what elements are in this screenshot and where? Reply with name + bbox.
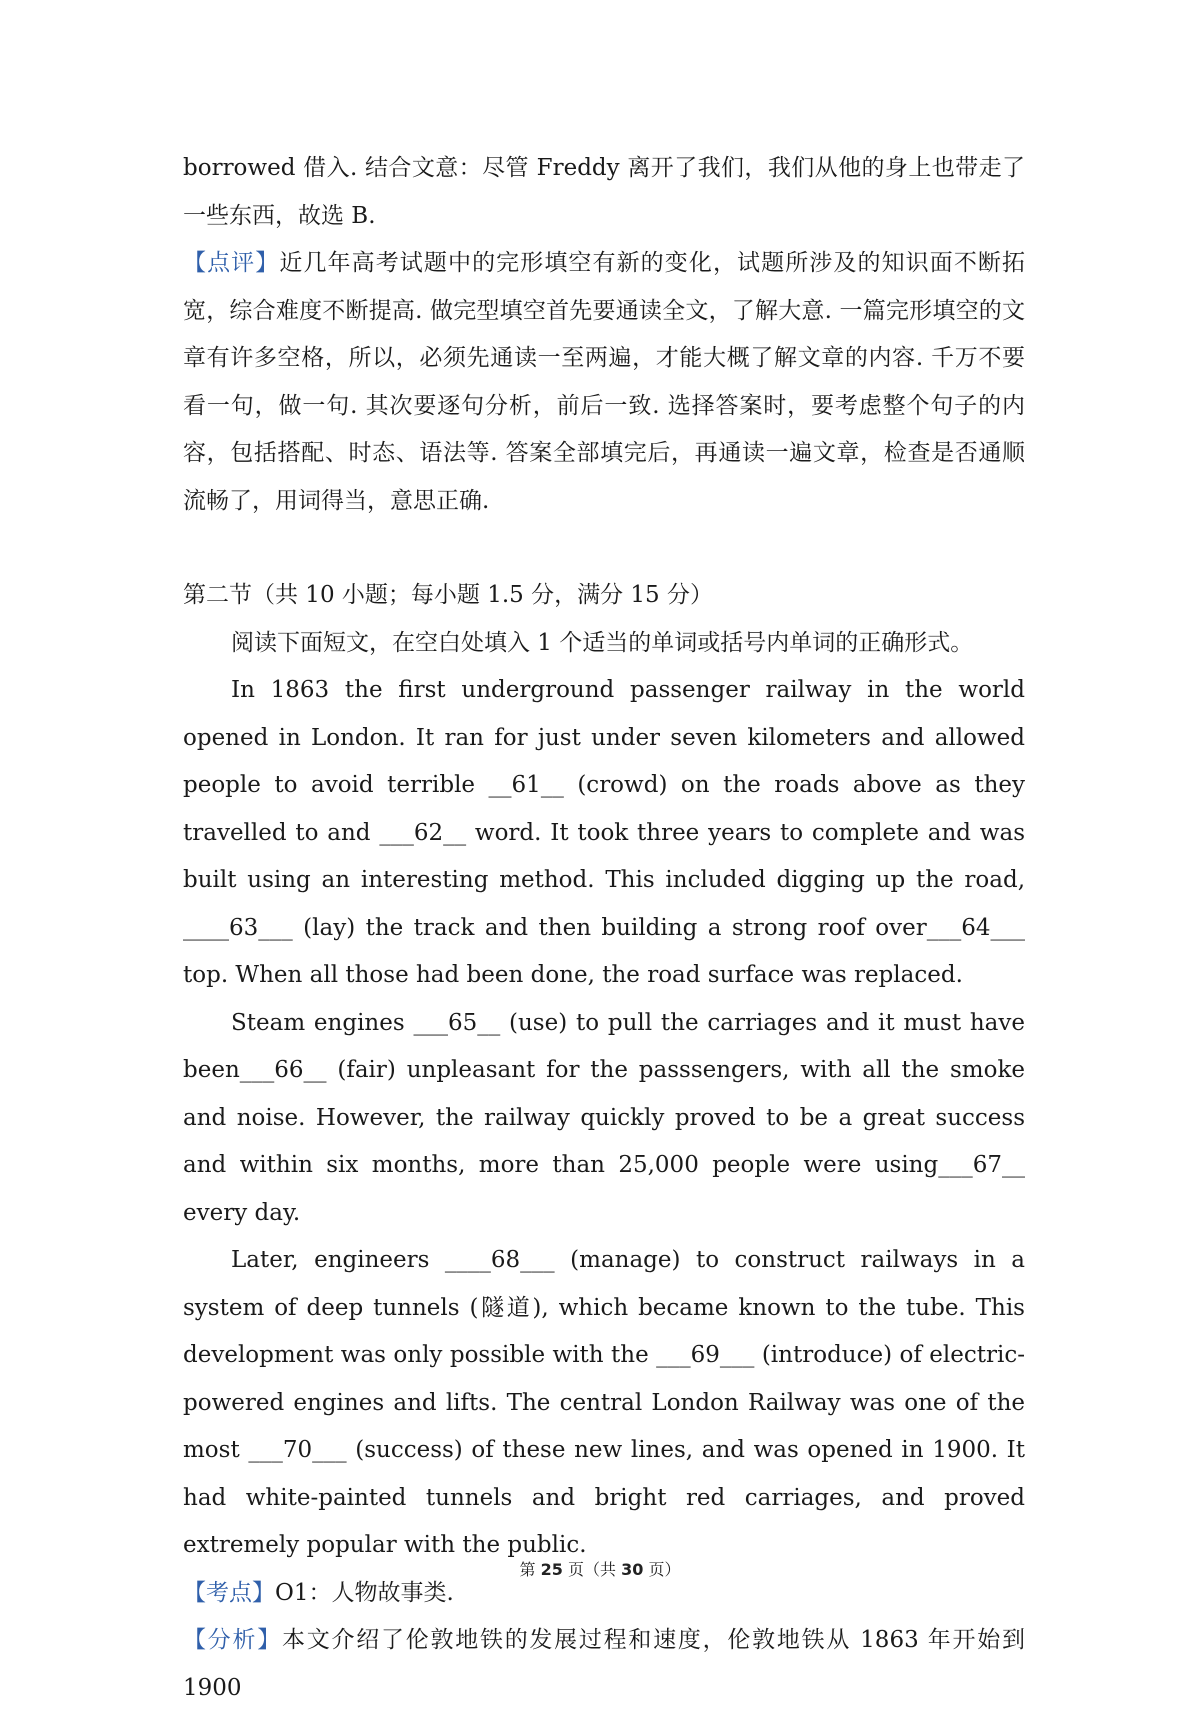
passage-paragraph-1: In 1863 the first underground passenger railway in the world opened in London. It ran for just under seven kilometers and allowed people to avoid terrible __61__ (crowd) on the roads above as they travelled to and ___62__ word. It took three years to complete and was built using an interesting method. This included digging up the road, ____63___ (lay) the track and then building a strong roof over___64___ top. When all those had been done, the road surface was replaced. [183, 677, 1025, 988]
instruction-paragraph: 阅读下面短文，在空白处填入 1 个适当的单词或括号内单词的正确形式。 [231, 629, 974, 656]
section-spacer [183, 525, 1025, 572]
footer-page-number: 25 [540, 1560, 563, 1579]
footer-suffix: 页） [643, 1560, 681, 1579]
fenxi-tag: 【分析】 [183, 1627, 282, 1653]
section-heading: 第二节（共 10 小题；每小题 1.5 分，满分 15 分） [183, 582, 713, 608]
footer-total-pages: 30 [621, 1560, 644, 1579]
page-footer [0, 1557, 1200, 1580]
comment-text: 近几年高考试题中的完形填空有新的变化，试题所涉及的知识面不断拓宽，综合难度不断提高. 做完型填空首先要通读全文，了解大意. 一篇完形填空的文章有许多空格，所以，必须先通读一至两遍，才能大概了解文章的内容. 千万不要看一句，做一句. 其次要逐句分析，前后一致. 选择答案时，要考虑整个句子的内容，包括搭配、时态、语法等. 答案全部填完后，再通读一遍文章，检查是否通顺流畅了，用词得当，意思正确. [183, 250, 1026, 514]
passage-paragraph-3: Later, engineers ____68___ (manage) to construct railways in a system of deep tunnels (隧道), which became known to the tube. This development was only possible with the ___69___ (introduce) of electric-powered engines and lifts. The central London Railway was one of the most ___70___ (success) of these new lines, and was opened in 1900. It had white-painted tunnels and bright red carriages, and proved extremely popular with the public. [183, 1247, 1025, 1558]
document-body [183, 145, 1025, 1712]
kaodian-tag: 【考点】 [183, 1579, 275, 1606]
footer-middle: 页（共 [562, 1560, 622, 1579]
comment-tag: 【点评】 [183, 250, 280, 276]
passage-paragraph-2: Steam engines ___65__ (use) to pull the carriages and it must have been___66__ (fair) unpleasant for the passsengers, with all the smoke and noise. However, the railway quickly proved to be a great success and within six months, more than 25,000 people were using___67__ every day. [183, 1009, 1025, 1226]
comment-paragraph [183, 240, 1025, 525]
answer-explanation-paragraph: borrowed 借入. 结合文意：尽管 Freddy 离开了我们，我们从他的身上也带走了一些东西，故选 B. [183, 155, 1025, 229]
fenxi-text: 本文介绍了伦敦地铁的发展过程和速度，伦敦地铁从 1863 年开始到 1900 [183, 1627, 1026, 1701]
footer-prefix: 第 [519, 1560, 541, 1579]
kaodian-text: O1：人物故事类. [275, 1579, 454, 1606]
